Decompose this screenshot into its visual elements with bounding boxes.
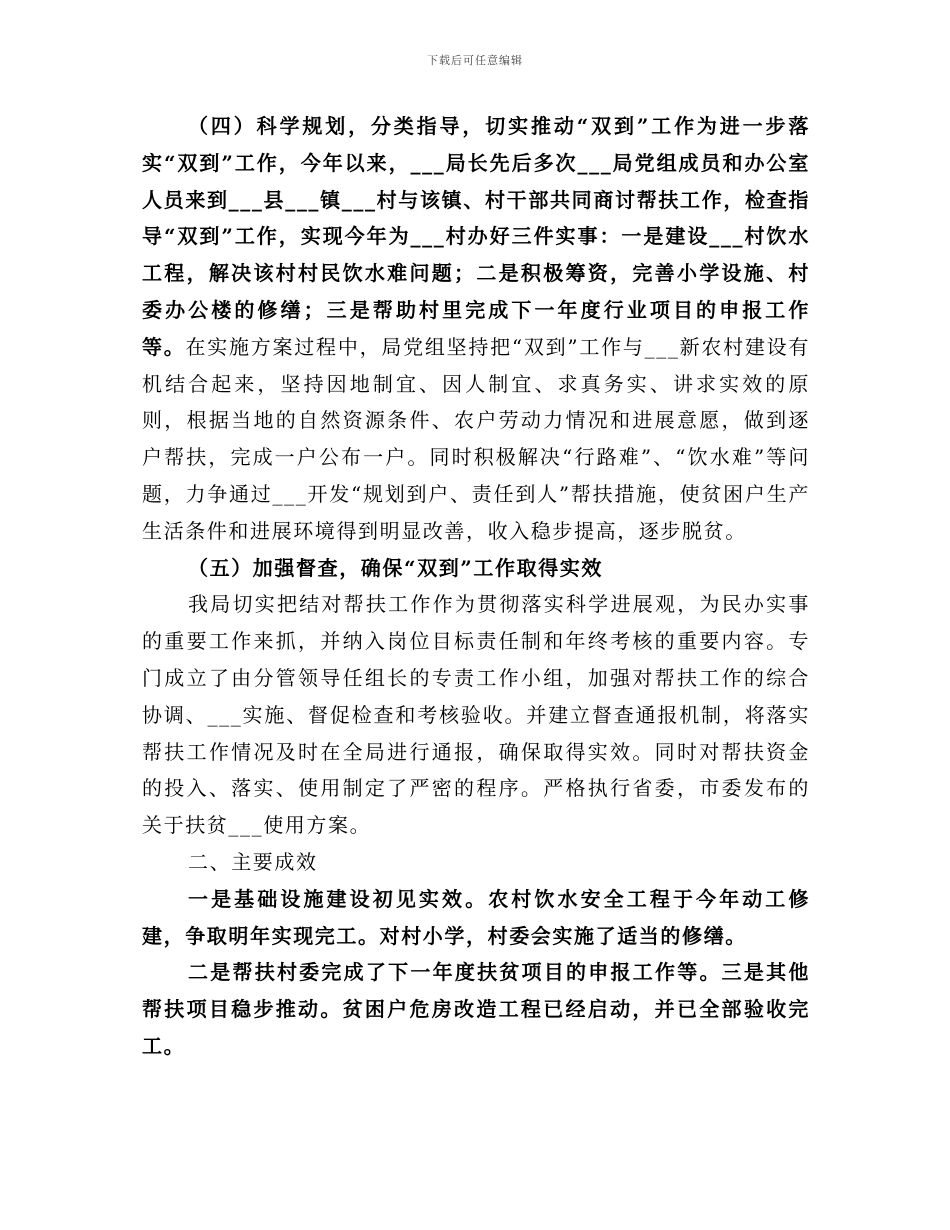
section-heading-text: （五）加强督查，确保“双到”工作取得实效	[188, 555, 604, 580]
paragraph-section-4	[142, 108, 810, 550]
page-header: 下载后可任意编辑	[427, 54, 523, 67]
paragraph-section-5-body	[142, 586, 810, 844]
paragraph-bold-text: 二是帮扶村委完成了下一年度扶贫项目的申报工作等。三是其他帮扶项目稳步推动。贫困户危房改造工程已经启动，并已全部验收完工。	[142, 960, 810, 1058]
paragraph-bold-text: 一是基础设施建设初见实效。农村饮水安全工程于今年动工修建，争取明年实现完工。对村小学，村委会实施了适当的修缮。	[142, 886, 810, 948]
paragraph-result-1	[142, 881, 810, 955]
heading-section-5	[142, 550, 810, 587]
heading-main-results	[142, 844, 810, 881]
paragraph-normal-text: 我局切实把结对帮扶工作作为贯彻落实科学进展观，为民办实事的重要工作来抓，并纳入岗位目标责任制和年终考核的重要内容。专门成立了由分管领导任组长的专责工作小组，加强对帮扶工作的综合协调、___实施、督促检查和考核验收。并建立督查通报机制，将落实帮扶工作情况及时在全局进行通报，确保取得实效。同时对帮扶资金的投入、落实、使用制定了严密的程序。严格执行省委，市委发布的关于扶贫___使用方案。	[142, 592, 810, 838]
paragraph-normal-text: 在实施方案过程中，局党组坚持把“双到”工作与___新农村建设有机结合起来，坚持因地制宜、因人制宜、求真务实、讲求实效的原则，根据当地的自然资源条件、农户劳动力情况和进展意愿，做到逐户帮扶，完成一户公布一户。同时积极解决“行路难”、“饮水难”等问题，力争通过___开发“规划到户、责任到人”帮扶措施，使贫困户生产生活条件和进展环境得到明显改善，收入稳步提高，逐步脱贫。	[142, 334, 810, 543]
paragraph-result-2-3	[142, 954, 810, 1064]
section-heading-text: 二、主要成效	[188, 849, 318, 874]
document-body	[142, 108, 810, 1065]
paragraph-bold-text: （四）科学规划，分类指导，切实推动“双到”工作为进一步落实“双到”工作，今年以来，___局长先后多次___局党组成员和办公室人员来到___县___镇___村与该镇、村干部共同商讨帮扶工作，检查指导“双到”工作，实现今年为___村办好三件实事：一是建设___村饮水工程，解决该村村民饮水难问题；二是积极筹资，完善小学设施、村委办公楼的修缮；三是帮助村里完成下一年度行业项目的申报工作等。	[142, 114, 810, 359]
